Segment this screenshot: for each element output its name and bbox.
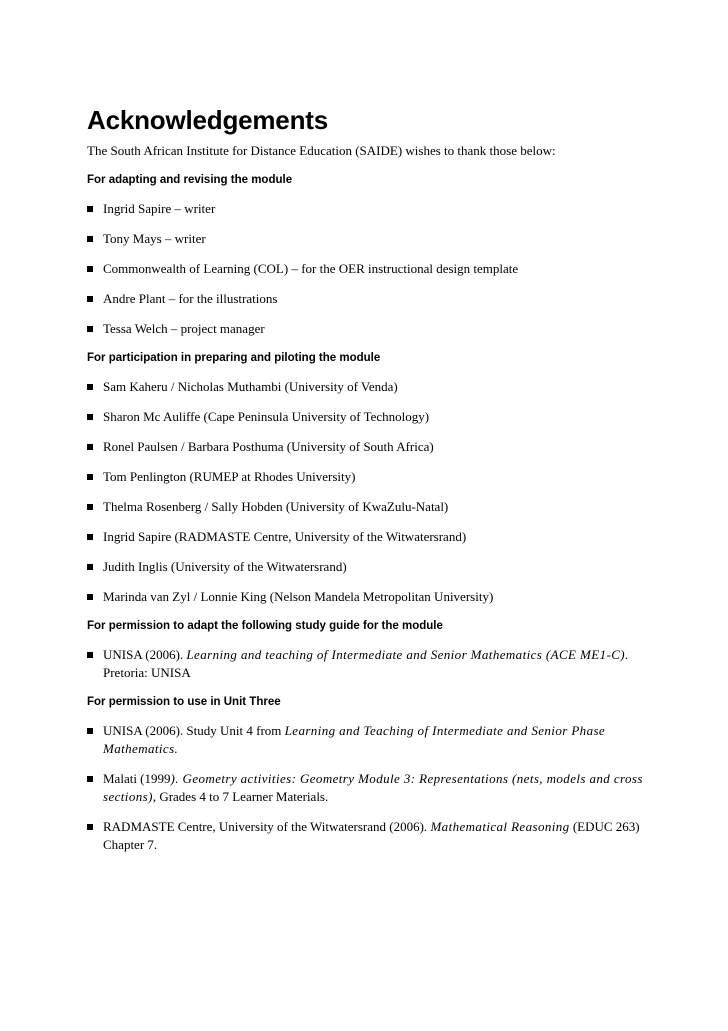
list-item: Malati (1999). Geometry activities: Geometry Module 3: Representations (nets, models and cross sections), Grades 4 to 7 Learner Materials. bbox=[87, 770, 647, 806]
intro-text: The South African Institute for Distance Education (SAIDE) wishes to thank those below: bbox=[87, 143, 556, 158]
list-permission-adapt bbox=[87, 646, 647, 682]
square-bullet-icon bbox=[87, 296, 93, 302]
list-item: Thelma Rosenberg / Sally Hobden (University of KwaZulu-Natal) bbox=[87, 498, 647, 516]
square-bullet-icon bbox=[87, 594, 93, 600]
square-bullet-icon bbox=[87, 266, 93, 272]
list-item: Marinda van Zyl / Lonnie King (Nelson Mandela Metropolitan University) bbox=[87, 588, 647, 606]
section-heading-participation: For participation in preparing and piloting the module bbox=[87, 352, 381, 364]
list-item: Sharon Mc Auliffe (Cape Peninsula University of Technology) bbox=[87, 408, 647, 426]
list-participation bbox=[87, 378, 647, 606]
list-item: Andre Plant – for the illustrations bbox=[87, 290, 647, 308]
list-item: Ingrid Sapire (RADMASTE Centre, University of the Witwatersrand) bbox=[87, 528, 647, 546]
list-item: Judith Inglis (University of the Witwatersrand) bbox=[87, 558, 647, 576]
section-heading-adapting: For adapting and revising the module bbox=[87, 174, 293, 186]
list-item: Tessa Welch – project manager bbox=[87, 320, 647, 338]
square-bullet-icon bbox=[87, 564, 93, 570]
square-bullet-icon bbox=[87, 728, 93, 734]
square-bullet-icon bbox=[87, 474, 93, 480]
list-item: RADMASTE Centre, University of the Witwatersrand (2006). Mathematical Reasoning (EDUC 263) Chapter 7. bbox=[87, 818, 647, 854]
square-bullet-icon bbox=[87, 444, 93, 450]
list-item: Ronel Paulsen / Barbara Posthuma (University of South Africa) bbox=[87, 438, 647, 456]
square-bullet-icon bbox=[87, 414, 93, 420]
list-adapting bbox=[87, 200, 647, 338]
list-item: UNISA (2006). Learning and teaching of Intermediate and Senior Mathematics (ACE ME1-C). Pretoria: UNISA bbox=[87, 646, 647, 682]
square-bullet-icon bbox=[87, 206, 93, 212]
square-bullet-icon bbox=[87, 534, 93, 540]
list-item: Tony Mays – writer bbox=[87, 230, 647, 248]
list-item: Sam Kaheru / Nicholas Muthambi (University of Venda) bbox=[87, 378, 647, 396]
square-bullet-icon bbox=[87, 326, 93, 332]
list-item: UNISA (2006). Study Unit 4 from Learning and Teaching of Intermediate and Senior Phase Mathematics. bbox=[87, 722, 647, 758]
list-item: Ingrid Sapire – writer bbox=[87, 200, 647, 218]
list-item: Commonwealth of Learning (COL) – for the OER instructional design template bbox=[87, 260, 647, 278]
acknowledgements-page bbox=[87, 104, 647, 854]
square-bullet-icon bbox=[87, 652, 93, 658]
square-bullet-icon bbox=[87, 504, 93, 510]
section-heading-permission-adapt: For permission to adapt the following study guide for the module bbox=[87, 620, 443, 632]
square-bullet-icon bbox=[87, 824, 93, 830]
page-title: Acknowledgements bbox=[87, 105, 328, 135]
section-heading-permission-unit-three: For permission to use in Unit Three bbox=[87, 696, 281, 708]
list-item: Tom Penlington (RUMEP at Rhodes University) bbox=[87, 468, 647, 486]
square-bullet-icon bbox=[87, 236, 93, 242]
list-permission-unit-three bbox=[87, 722, 647, 854]
square-bullet-icon bbox=[87, 776, 93, 782]
square-bullet-icon bbox=[87, 384, 93, 390]
